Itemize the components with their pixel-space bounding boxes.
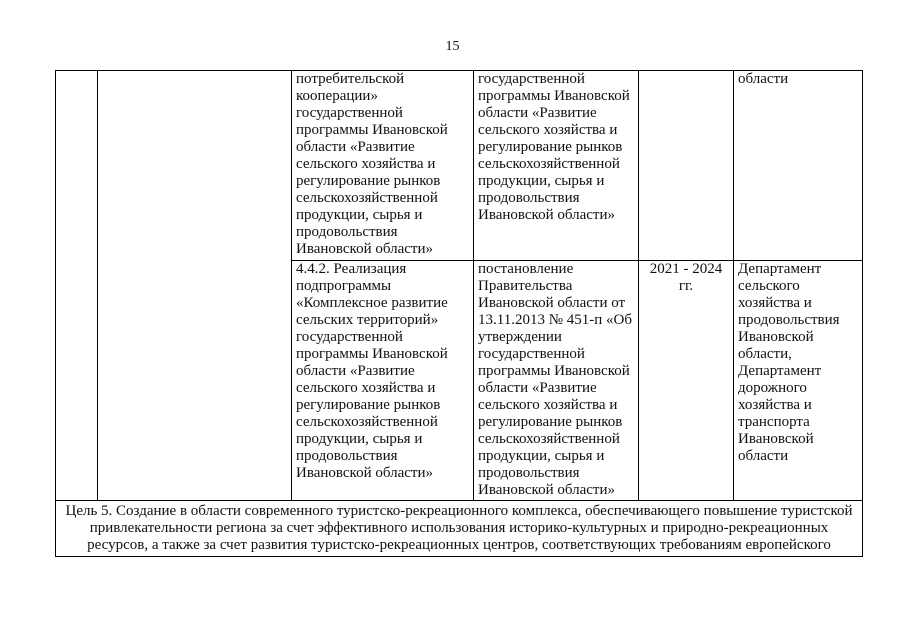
table-row: [56, 71, 863, 261]
document-cell: постановление Правительства Ивановской области от 13.11.2013 № 451-п «Об утверждении государственной программы Ивановской области «Развитие сельского хозяйства и регулирование рынков сельскохозяйственной продукции, сырья и продовольствия Ивановской области»: [474, 261, 639, 501]
task-cell: [98, 71, 292, 501]
number-cell: [56, 71, 98, 501]
goal-cell: Цель 5. Создание в области современного туристско-рекреационного комплекса, обеспечивающего повышение туристской привлекательности региона за счет эффективного использования историко-культурных и природно-рекреационных ресурсов, а также за счет развития туристско-рекреационных центров, соответствующих требованиям европейского: [56, 501, 863, 557]
document-cell: государственной программы Ивановской области «Развитие сельского хозяйства и регулирование рынков сельскохозяйственной продукции, сырья и продовольствия Ивановской области»: [474, 71, 639, 261]
program-table: [55, 70, 863, 557]
page-number: 15: [445, 39, 460, 54]
period-cell: 2021 - 2024 гг.: [639, 261, 734, 501]
period-cell: [639, 71, 734, 261]
measure-cell: 4.4.2. Реализация подпрограммы «Комплексное развитие сельских территорий» государственной программы Ивановской области «Развитие сельского хозяйства и регулирование рынков сельскохозяйственной продукции, сырья и продовольствия Ивановской области»: [292, 261, 474, 501]
responsible-cell: Департамент сельского хозяйства и продовольствия Ивановской области, Департамент дорожного хозяйства и транспорта Ивановской области: [734, 261, 863, 501]
measure-cell: потребительской кооперации» государственной программы Ивановской области «Развитие сельского хозяйства и регулирование рынков сельскохозяйственной продукции, сырья и продовольствия Ивановской области»: [292, 71, 474, 261]
responsible-cell: области: [734, 71, 863, 261]
goal-row: [56, 501, 863, 557]
